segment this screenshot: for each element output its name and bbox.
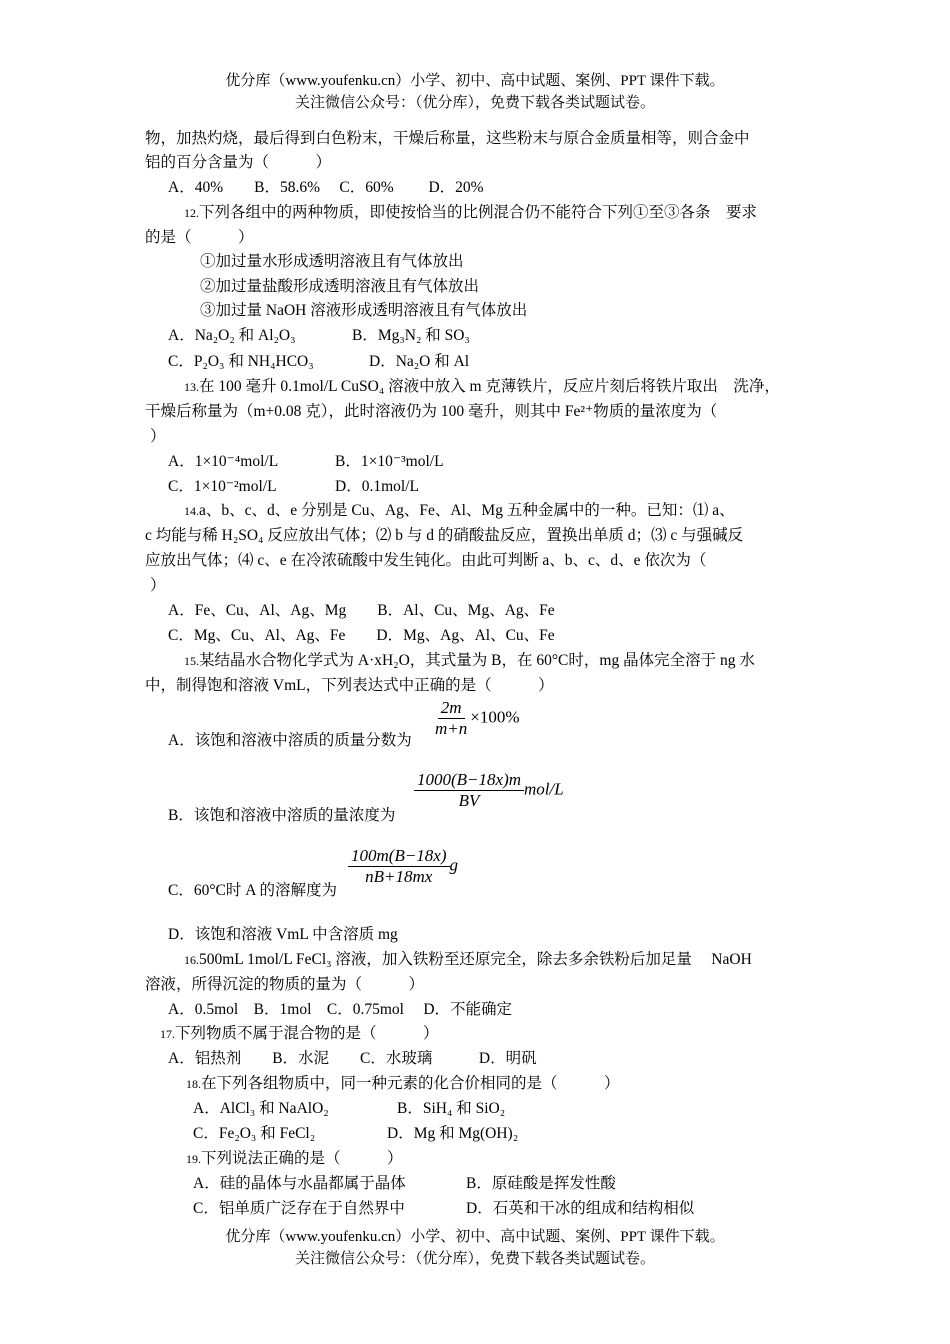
q12-option-b: B．Mg₃N₂ 和 SO₃ (352, 327, 470, 344)
q13-option-c: C．1×10⁻²mol/L (168, 478, 277, 495)
q16-number: 16. (184, 953, 199, 967)
q13-option-a: A．1×10⁻⁴mol/L (168, 453, 279, 470)
q15-line-2: 中，制得饱和溶液 VmL，下列表达式中正确的是（ ） (145, 677, 554, 694)
q19-option-d: D．石英和干冰的组成和结构相似 (466, 1200, 695, 1217)
q18-option-a: A．AlCl₃ 和 NaAlO₂ (193, 1100, 329, 1117)
q13-option-b: B．1×10⁻³mol/L (335, 453, 444, 470)
q18-option-b: B．SiH₄ 和 SiO₂ (397, 1100, 506, 1117)
q14-line-1 (184, 500, 735, 522)
q15-formula-b (414, 770, 564, 811)
q16-stem: 500mL 1mol/L FeCl₃ 溶液，加入铁粉至还原完全，除去多余铁粉后加足量 NaOH (199, 951, 752, 968)
q19-option-c: C．铝单质广泛存在于自然界中 (193, 1200, 405, 1217)
header-line-1: 优分库（www.youfenku.cn）小学、初中、高中试题、案例、PPT 课件下载。 (225, 73, 725, 89)
q14-line-2: c 均能与稀 H₂SO₄ 反应放出气体；⑵ b 与 d 的硝酸盐反应，置换出单质 d；⑶ c 与强碱反 (145, 527, 744, 544)
q15-number: 15. (184, 654, 199, 668)
formula-c-denominator: nB+18mx (365, 867, 433, 886)
q12-condition-2: ②加过量盐酸形成透明溶液且有气体放出 (200, 278, 480, 295)
q13-option-d: D．0.1mol/L (335, 478, 419, 495)
q17-line-1 (160, 1023, 439, 1045)
q15-formula-a (432, 698, 520, 739)
q18-number: 18. (186, 1077, 201, 1091)
q15-option-d: D．该饱和溶液 VmL 中含溶质 mg (168, 926, 398, 943)
q14-options-ab: A．Fe、Cu、Al、Ag、Mg B．Al、Cu、Mg、Ag、Fe (168, 602, 555, 619)
q13-line-3: ） (150, 428, 166, 445)
q18-option-c: C．Fe₂O₃ 和 FeCl₂ (193, 1125, 316, 1142)
q12-line-2: 的是（ ） (145, 229, 254, 246)
formula-a-denominator: m+n (435, 719, 468, 738)
q12-number: 12. (184, 206, 199, 220)
q14-line-4: ） (150, 577, 166, 594)
q15-option-c: C．60°C时 A 的溶解度为 (168, 882, 337, 899)
q13-number: 13. (184, 380, 199, 394)
q14-number: 14. (184, 504, 199, 518)
q13-line-2: 干燥后称量为（m+0.08 克），此时溶液仍为 100 毫升，则其中 Fe²⁺物质的量浓度为（ (145, 403, 718, 420)
q18-line-1 (186, 1073, 620, 1095)
q19-stem: 下列说法正确的是（ ） (201, 1150, 403, 1167)
q16-line-2: 溶液，所得沉淀的物质的量为（ ） (145, 976, 425, 993)
formula-c-suffix: g (449, 855, 459, 875)
q11-options: A．40% B．58.6% C．60% D．20% (168, 179, 484, 196)
q11-text-2: 铝的百分含量为（ ） (145, 154, 332, 171)
footer-line-1: 优分库（www.youfenku.cn）小学、初中、高中试题、案例、PPT 课件下载。 (225, 1229, 725, 1245)
q14-line-3: 应放出气体；⑷ c、e 在冷浓硫酸中发生钝化。由此可判断 a、b、c、d、e 依次为（ (145, 552, 707, 569)
q16-line-1 (184, 949, 752, 971)
q14-stem: a、b、c、d、e 分别是 Cu、Ag、Fe、Al、Mg 五种金属中的一种。已知：⑴ a、 (199, 502, 735, 519)
q17-options: A．铝热剂 B．水泥 C．水玻璃 D．明矾 (168, 1050, 537, 1067)
q19-option-b: B．原硅酸是挥发性酸 (466, 1175, 616, 1192)
q12-condition-3: ③加过量 NaOH 溶液形成透明溶液且有气体放出 (200, 302, 528, 319)
header-line-2: 关注微信公众号：（优分库），免费下载各类试题试卷。 (294, 95, 655, 111)
q19-number: 19. (186, 1152, 201, 1166)
q15-line-1 (184, 650, 755, 672)
formula-b-denominator: BV (458, 791, 480, 810)
q12-line-1 (184, 202, 757, 224)
q19-option-a: A．硅的晶体与水晶都属于晶体 (193, 1175, 406, 1192)
q17-number: 17. (160, 1027, 175, 1041)
q18-option-d: D．Mg 和 Mg(OH)₂ (387, 1125, 519, 1142)
q15-formula-c (348, 846, 458, 887)
q13-line-1 (184, 376, 780, 398)
footer-line-2: 关注微信公众号：（优分库），免费下载各类试题试卷。 (294, 1251, 655, 1267)
q12-option-c: C．P₂O₃ 和 NH₄HCO₃ (168, 353, 314, 370)
q15-option-a: A．该饱和溶液中溶质的质量分数为 (168, 732, 412, 749)
q12-option-d: D．Na₂O 和 Al (369, 353, 470, 370)
formula-a-suffix: ×100% (470, 707, 520, 727)
q12-condition-1: ①加过量水形成透明溶液且有气体放出 (200, 253, 464, 270)
formula-c-numerator: 100m(B−18x) (348, 846, 450, 867)
q19-line-1 (186, 1148, 403, 1170)
q15-option-b: B．该饱和溶液中溶质的量浓度为 (168, 807, 396, 824)
formula-b-suffix: mol/L (524, 779, 564, 799)
q16-options: A．0.5mol B．1mol C．0.75mol D．不能确定 (168, 1001, 513, 1018)
q15-stem: 某结晶水合物化学式为 A·xH₂O，其式量为 B，在 60°C时，mg 晶体完全溶于 ng 水 (199, 652, 755, 669)
formula-b-numerator: 1000(B−18x)m (414, 770, 524, 791)
q12-option-a: A．Na₂O₂ 和 Al₂O₃ (168, 327, 296, 344)
q13-stem: 在 100 毫升 0.1mol/L CuSO₄ 溶液中放入 m 克薄铁片，反应片刻后将铁片取出 洗净， (199, 378, 780, 395)
q14-options-cd: C．Mg、Cu、Al、Ag、Fe D．Mg、Ag、Al、Cu、Fe (168, 627, 555, 644)
q12-stem: 下列各组中的两种物质，即使按恰当的比例混合仍不能符合下列①至③各条 要求 (199, 204, 758, 221)
q11-text-1: 物，加热灼烧，最后得到白色粉末，干燥后称量，这些粉末与原合金质量相等，则合金中 (145, 130, 750, 147)
q17-stem: 下列物质不属于混合物的是（ ） (175, 1025, 439, 1042)
formula-a-numerator: 2m (438, 698, 465, 719)
q18-stem: 在下列各组物质中，同一种元素的化合价相同的是（ ） (201, 1075, 620, 1092)
